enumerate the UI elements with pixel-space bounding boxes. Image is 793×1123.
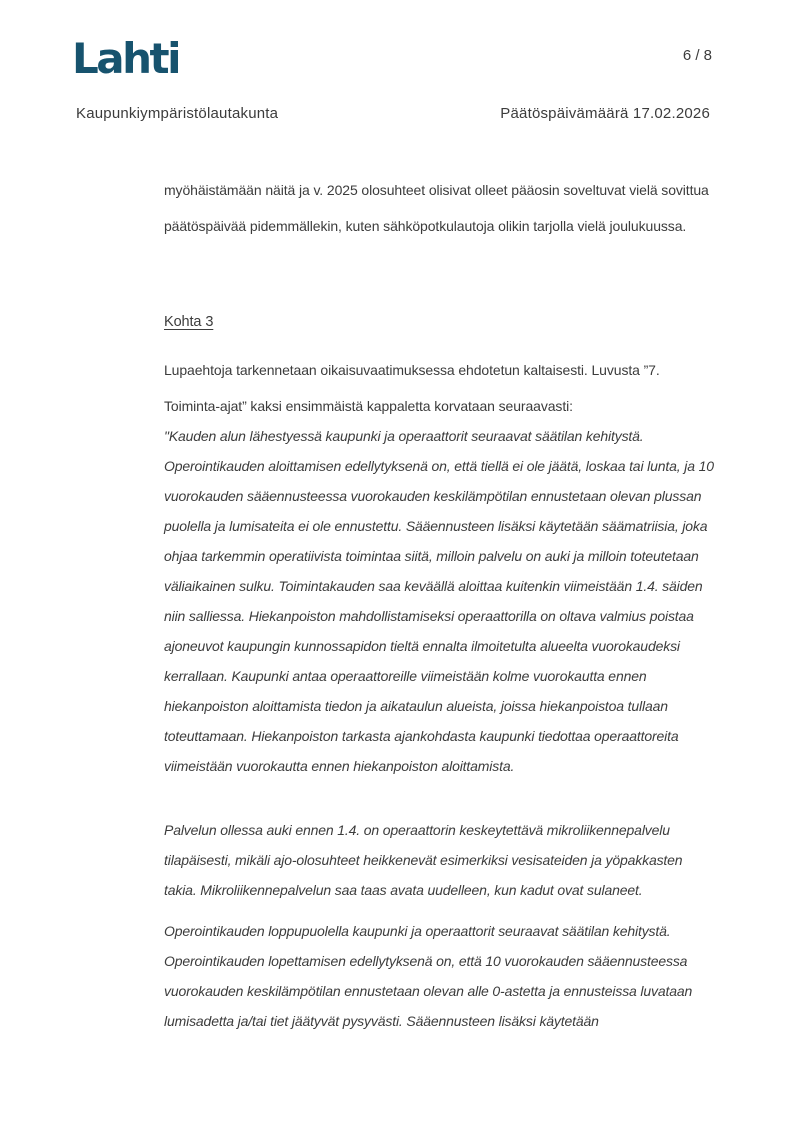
section-heading-kohta-3: Kohta 3 <box>164 314 214 330</box>
quoted-paragraph-1: "Kauden alun lähestyessä kaupunki ja operaattorit seuraavat säätilan kehitystä. Operointikauden aloittamisen edellytyksenä on, että tiellä ei ole jäätä, loskaa tai lunta, ja 10 vuorokauden sääennusteessa vuorokauden keskilämpötilan ennustetaan olevan plussan puolella ja lumisateita ei ole ennustettu. Sääennusteen lisäksi käytetään säämatriisia, joka ohjaa tarkemmin operatiivista toimintaa siitä, milloin palvelu on auki ja milloin toteutetaan väliaikainen sulku. Toimintakauden saa keväällä aloittaa kuitenkin viimeistään 1.4. säiden niin salliessa. Hiekanpoiston mahdollistamiseksi operaattorilla on oltava valmius poistaa ajoneuvot kaupungin kunnossapidon tieltä ennalta ilmoitetulta alueelta vuorokaudeksi kerrallaan. Kaupunki antaa operaattoreille viimeistään kolme vuorokautta ennen hiekanpoiston aloittamista tiedon ja aikataulun alueista, joissa hiekanpoistoa tullaan toteuttamaan. Hiekanpoiston tarkasta ajankohdasta kaupunki tiedottaa operaattoreita viimeistään vuorokautta ennen hiekanpoiston aloittamista. <box>164 428 714 774</box>
intro-paragraph: myöhäistämään näitä ja v. 2025 olosuhteet olisivat olleet pääosin soveltuvat vielä sovittua päätöspäivää pidemmällekin, kuten sähköpotkulautoja olikin tarjolla vielä joulukuussa. <box>164 182 709 234</box>
committee-name: Kaupunkiympäristölautakunta <box>76 105 279 122</box>
lahti-city-logo: Lahti <box>72 34 179 83</box>
decision-date: Päätöspäivämäärä 17.02.2026 <box>500 105 710 122</box>
lead-paragraph: Lupaehtoja tarkennetaan oikaisuvaatimuksessa ehdotetun kaltaisesti. Luvusta ”7. Toiminta-ajat” kaksi ensimmäistä kappaletta korvataan seuraavasti: <box>164 362 660 414</box>
quoted-paragraph-2: Palvelun ollessa auki ennen 1.4. on operaattorin keskeytettävä mikroliikennepalvelu tilapäisesti, mikäli ajo-olosuhteet heikkenevät esimerkiksi vesisateiden ja yöpakkasten takia. Mikroliikennepalvelun saa taas avata uudelleen, kun kadut ovat sulaneet. <box>164 822 683 898</box>
quoted-paragraph-3: Operointikauden loppupuolella kaupunki ja operaattorit seuraavat säätilan kehitystä. Operointikauden lopettamisen edellytyksenä on, että 10 vuorokauden sääennusteessa vuorokauden keskilämpötilan ennustetaan olevan alle 0-astetta ja ennusteissa luvataan lumisadetta ja/tai tiet jäätyvät pysyvästi. Sääennusteen lisäksi käytetään <box>164 923 693 1029</box>
page-number: 6 / 8 <box>682 47 712 64</box>
